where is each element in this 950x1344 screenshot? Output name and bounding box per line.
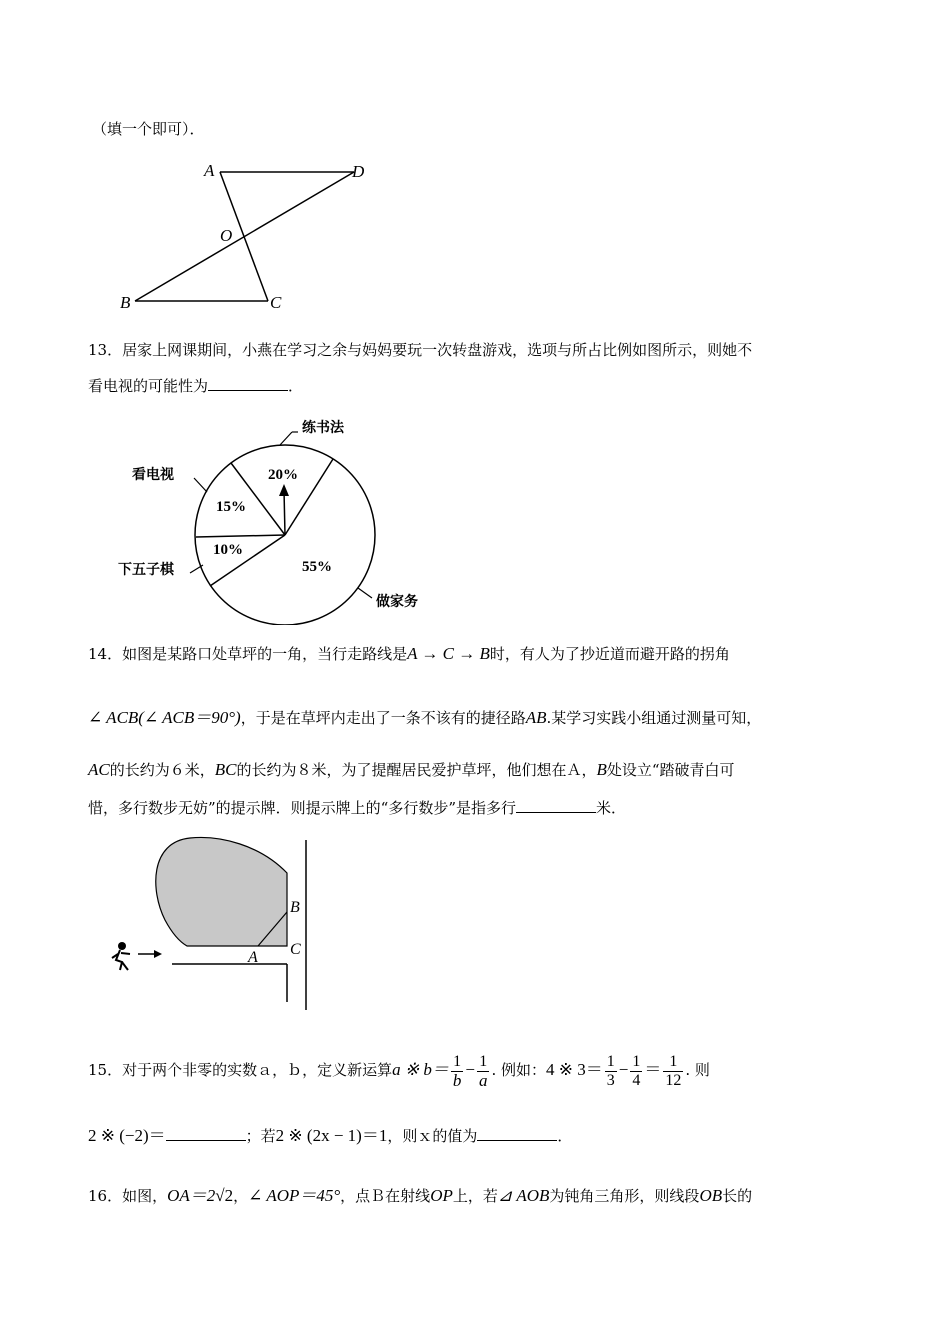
q16-text1b: ， xyxy=(233,1187,249,1205)
q14-text2a: ，于是在草坪内走出了一条不该有的捷径路 xyxy=(240,709,526,727)
leader-kandianshi xyxy=(194,478,207,492)
q16-text1d: 上，若 xyxy=(452,1187,498,1205)
q15-answer-blank-2[interactable] xyxy=(477,1126,557,1141)
slice-label-kandianshi: 看电视 xyxy=(132,467,174,483)
q14-ab: AB xyxy=(525,708,547,727)
q14-text2b: .某学习实践小组通过测量可知， xyxy=(546,709,762,727)
frac-num: 1 xyxy=(477,1053,490,1072)
q15-example-lhs: 4 ※ 3＝ xyxy=(546,1060,603,1079)
q16-number: 16． xyxy=(88,1187,123,1205)
walker-icon xyxy=(112,942,130,970)
q14-line1 xyxy=(88,643,730,665)
q13-text1: 居家上网课期间，小燕在学习之余与妈妈要玩一次转盘游戏，选项与所占比例如图所示，则她不 xyxy=(122,341,753,359)
frac-num: 1 xyxy=(632,1052,641,1070)
q14-text3c: 处设立“踏破青白可 xyxy=(606,761,735,779)
frac-den: 3 xyxy=(606,1071,615,1089)
label-o: O xyxy=(220,226,233,245)
leader-lianshufa xyxy=(280,432,292,445)
q14-route: A → C → B xyxy=(407,644,490,663)
q15-minus-2: − xyxy=(618,1060,629,1079)
slice-label-zuojiawu: 做家务 xyxy=(376,594,418,610)
q14-text1b: 时，有人为了抄近道而避开路的拐角 xyxy=(489,645,730,663)
q12-figure xyxy=(110,155,380,315)
q16-text1e: 为钝角三角形，则线段 xyxy=(549,1187,700,1205)
q16-text1c: ，点Ｂ在射线 xyxy=(340,1187,431,1205)
q16-root: √2 xyxy=(215,1186,234,1205)
label-a: A xyxy=(248,949,258,966)
segment-bd xyxy=(135,172,354,301)
q14-line3 xyxy=(88,759,735,781)
frac-num: 1 xyxy=(451,1053,464,1072)
q15-frac-1-over-b xyxy=(451,1053,464,1090)
q15-answer-blank-1[interactable] xyxy=(166,1126,246,1141)
q13-text2a: 看电视的可能性为 xyxy=(88,377,209,395)
q15-text1a: 对于两个非零的实数ａ，ｂ，定义新运算 xyxy=(122,1061,393,1079)
q14-text1a: 如图是某路口处草坪的一角，当行走路线是 xyxy=(122,645,408,663)
label-d: D xyxy=(352,162,365,181)
walk-direction-arrow-icon xyxy=(138,950,162,958)
q15-text2c: ． xyxy=(557,1127,573,1145)
q16-triangle: ⊿ AOB xyxy=(497,1186,550,1205)
q15-text1b: . 例如： xyxy=(491,1061,546,1079)
q13-line2 xyxy=(88,375,303,397)
q14-figure xyxy=(100,830,330,1020)
q15-op: a ※ b＝ xyxy=(392,1060,449,1079)
slice-value-55: 55% xyxy=(302,559,332,575)
q14-ac: AC xyxy=(88,760,110,779)
q14-line4 xyxy=(88,797,626,819)
q14-text4b: 米． xyxy=(596,799,627,817)
q14-answer-blank[interactable] xyxy=(516,798,596,813)
q16-oa: OA＝2 xyxy=(167,1186,216,1205)
q13-pie-chart xyxy=(110,410,450,625)
label-a: A xyxy=(204,161,215,180)
q16-op: OP xyxy=(430,1186,453,1205)
label-b: B xyxy=(120,293,131,312)
frac-den: a xyxy=(478,1070,488,1090)
slice-label-lianshufa: 练书法 xyxy=(302,420,344,436)
q15-frac-1-3 xyxy=(605,1053,617,1090)
grass-area xyxy=(156,837,287,946)
q12-tail-text: （填一个即可）． xyxy=(92,120,205,138)
frac-num: 1 xyxy=(663,1053,683,1072)
slice-value-10: 10% xyxy=(213,542,243,558)
q14-bc: BC xyxy=(214,760,237,779)
q14-line2 xyxy=(88,707,761,729)
pie-arrow-line xyxy=(284,490,285,535)
q15-line1 xyxy=(88,1047,710,1093)
q15-expr2: 2 ※ (2x − 1)＝1 xyxy=(275,1126,388,1145)
q14-text3b: 的长约为８米，为了提醒居民爱护草坪，他们想在Ａ， xyxy=(236,761,597,779)
q15-text1c: . 则 xyxy=(685,1061,710,1079)
q14-text3a: 的长约为６米， xyxy=(109,761,215,779)
label-c: C xyxy=(270,293,282,312)
q14-number: 14． xyxy=(88,645,123,663)
slice-value-20: 20% xyxy=(268,467,298,483)
q15-frac-1-12 xyxy=(663,1053,683,1090)
slice-value-15: 15% xyxy=(216,499,246,515)
q13-text2b: ． xyxy=(288,377,304,395)
frac-num: 1 xyxy=(606,1052,615,1070)
q15-expr1: 2 ※ (−2)＝ xyxy=(88,1126,166,1145)
slice-label-xiawuziqi: 下五子棋 xyxy=(118,562,174,578)
q13-number: 13． xyxy=(88,341,123,359)
q15-text2a: ；若 xyxy=(245,1127,276,1145)
q14-b: B xyxy=(596,760,607,779)
q13-answer-blank[interactable] xyxy=(208,376,288,391)
q15-text2b: ，则ｘ的值为 xyxy=(387,1127,478,1145)
q15-line2 xyxy=(88,1125,572,1147)
q15-eq: ＝ xyxy=(644,1060,662,1079)
q14-text4a: 惜，多行数步无妨”的提示牌．则提示牌上的“多行数步”是指多行 xyxy=(88,799,517,817)
frac-den: b xyxy=(452,1070,462,1090)
q15-number: 15． xyxy=(88,1061,123,1079)
q16-ob: OB xyxy=(699,1186,723,1205)
q16-text1f: 长的 xyxy=(722,1187,753,1205)
pie-divider-3 xyxy=(196,535,285,537)
q15-frac-1-over-a xyxy=(477,1053,490,1090)
q16-angle: ∠ AOP＝45° xyxy=(248,1186,341,1205)
q14-angle: ∠ ACB xyxy=(88,708,139,727)
q13-line1 xyxy=(88,339,752,361)
q16-text1a: 如图， xyxy=(122,1187,168,1205)
q15-frac-1-4 xyxy=(630,1053,642,1090)
q15-minus: − xyxy=(465,1060,475,1079)
q14-angle-paren: (∠ ACB＝90°) xyxy=(138,708,241,727)
label-b: B xyxy=(290,899,300,916)
frac-den: 4 xyxy=(632,1071,641,1089)
leader-zuojiawu xyxy=(358,588,372,598)
frac-den: 12 xyxy=(665,1071,682,1089)
q16-line1 xyxy=(88,1185,752,1207)
pie-arrow-head xyxy=(279,484,289,496)
label-c: C xyxy=(290,941,301,958)
